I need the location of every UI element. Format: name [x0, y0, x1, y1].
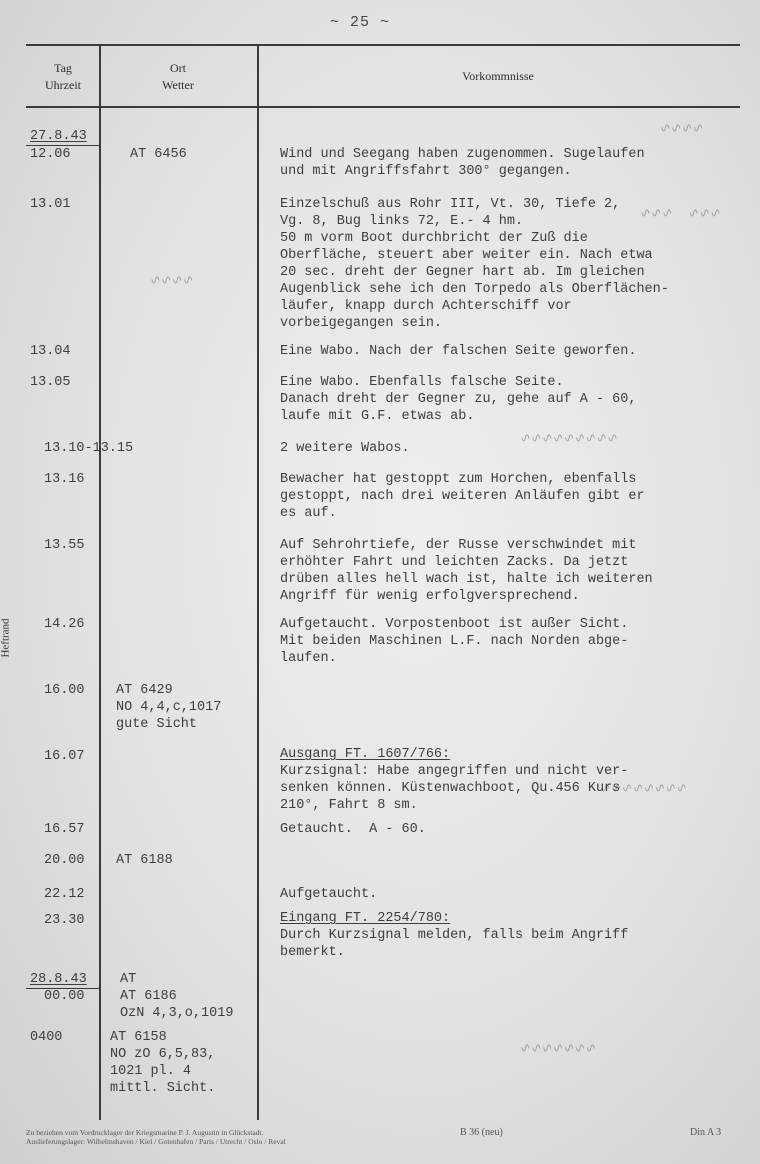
entry-location: AT 6456: [130, 147, 187, 162]
date-entry-28-8-43: 28.8.43: [30, 972, 87, 987]
entry-event: Eine Wabo. Nach der falschen Seite geworfen.: [280, 344, 637, 359]
entry-event: Bewacher hat gestoppt zum Horchen, ebenfalls gestoppt, nach drei weiteren Anläufen gibt er es auf.: [280, 472, 645, 521]
entry-time: 14.26: [44, 617, 85, 632]
date-entry-27-8-43: 27.8.43: [30, 129, 87, 144]
margin-label: Heftrand: [0, 618, 12, 658]
bleed-through-mark: ∿∿∿∿: [150, 273, 194, 288]
entry-time: 23.30: [44, 913, 85, 928]
entry-event-title: Eingang FT. 2254/780:: [280, 911, 451, 926]
location-header-weather: Wetter: [162, 78, 194, 92]
entry-time: 16.57: [44, 822, 85, 837]
entry-time: 12.06: [30, 147, 71, 162]
time-column-header: [28, 60, 98, 94]
entry-time: 13.10-13.15: [44, 441, 134, 456]
entry-time: 16.00: [44, 683, 85, 698]
entry-event: Eine Wabo. Ebenfalls falsche Seite. Danach dreht der Gegner zu, gehe auf A - 60, laufe mit G.F. etwas ab.: [280, 375, 637, 424]
table-top-rule: [26, 44, 740, 46]
entry-event-title: Ausgang FT. 1607/766:: [280, 747, 451, 762]
column-rule-location: [257, 44, 259, 1120]
entry-time: 20.00: [44, 853, 85, 868]
entry-time: 0400: [30, 1030, 63, 1045]
footer-paper-size: Din A 3: [690, 1127, 722, 1138]
header-bottom-rule: [26, 106, 740, 108]
time-header-day: Tag: [54, 61, 72, 75]
bleed-through-mark: ∿∿∿∿∿∿∿∿∿: [520, 431, 619, 446]
entry-time: 13.05: [30, 375, 71, 390]
entry-event: Kurzsignal: Habe angegriffen und nicht ver- senken können. Küstenwachboot, Qu.456 Kurs 210°, Fahrt 8 sm.: [280, 764, 629, 813]
events-column-header: Vorkommnisse: [462, 69, 534, 83]
page-number: ~ 25 ~: [330, 14, 391, 31]
footer-form-number: B 36 (neu): [460, 1127, 503, 1138]
entry-time: 22.12: [44, 887, 85, 902]
entry-time: 13.04: [30, 344, 71, 359]
bleed-through-mark: ∿∿∿∿: [660, 121, 704, 136]
entry-event: 2 weitere Wabos.: [280, 441, 410, 456]
entry-time: 13.01: [30, 197, 71, 212]
location-column-header: [100, 60, 256, 94]
time-header-time: Uhrzeit: [45, 78, 81, 92]
bleed-through-mark: ∿∿∿ ∿∿∿: [640, 206, 721, 221]
entry-event: Durch Kurzsignal melden, falls beim Angriff bemerkt.: [280, 928, 629, 960]
footer-printer-note: Zu beziehen vom Vordrucklager der Kriegsmarine P. J. Augustin in Glückstadt. Auslieferungslager: Wilhelmshaven / Kiel / Gotenhafen / Paris / Utrecht / Oslo / Reval: [26, 1128, 286, 1146]
bleed-through-mark: ∿∿∿∿∿∿∿∿: [600, 781, 688, 796]
entry-time: 13.55: [44, 538, 85, 553]
location-header-place: Ort: [170, 61, 186, 75]
entry-event: Aufgetaucht. Vorpostenboot ist außer Sicht. Mit beiden Maschinen L.F. nach Norden abge- laufen.: [280, 617, 629, 666]
entry-location: AT: [120, 972, 137, 987]
entry-location: AT 6186 OzN 4,3,o,1019: [120, 989, 234, 1021]
entry-location: AT 6188: [116, 853, 173, 868]
bleed-through-mark: ∿∿∿∿∿∿∿: [520, 1041, 597, 1056]
entry-event: Einzelschuß aus Rohr III, Vt. 30, Tiefe 2, Vg. 8, Bug links 72, E.- 4 hm. 50 m vorm Boot durchbricht der Zuß die Oberfläche, steuert aber weiter ein. Nach etwa 20 sec. dreht der Gegner hart ab. Im gleichen Augenblick sehe ich den Torpedo als Oberflächen- läufer, knapp durch Achterschiff vor vorbeigegangen sein.: [280, 197, 669, 331]
entry-event: Getaucht. A - 60.: [280, 822, 426, 837]
entry-location: AT 6429 NO 4,4,c,1017 gute Sicht: [116, 683, 222, 732]
entry-location: AT 6158 NO zO 6,5,83, 1021 pl. 4 mittl. Sicht.: [110, 1030, 216, 1096]
entry-event: Wind und Seegang haben zugenommen. Sugelaufen und mit Angriffsfahrt 300° gegangen.: [280, 147, 645, 179]
entry-time: 16.07: [44, 749, 85, 764]
entry-time: 00.00: [44, 989, 85, 1004]
entry-event: Auf Sehrohrtiefe, der Russe verschwindet mit erhöhter Fahrt und leichten Zacks. Da jetzt drüben alles hell wach ist, halte ich weiteren Angriff für wenig erfolgversprechend.: [280, 538, 653, 604]
entry-time: 13.16: [44, 472, 85, 487]
entry-event: Aufgetaucht.: [280, 887, 378, 902]
